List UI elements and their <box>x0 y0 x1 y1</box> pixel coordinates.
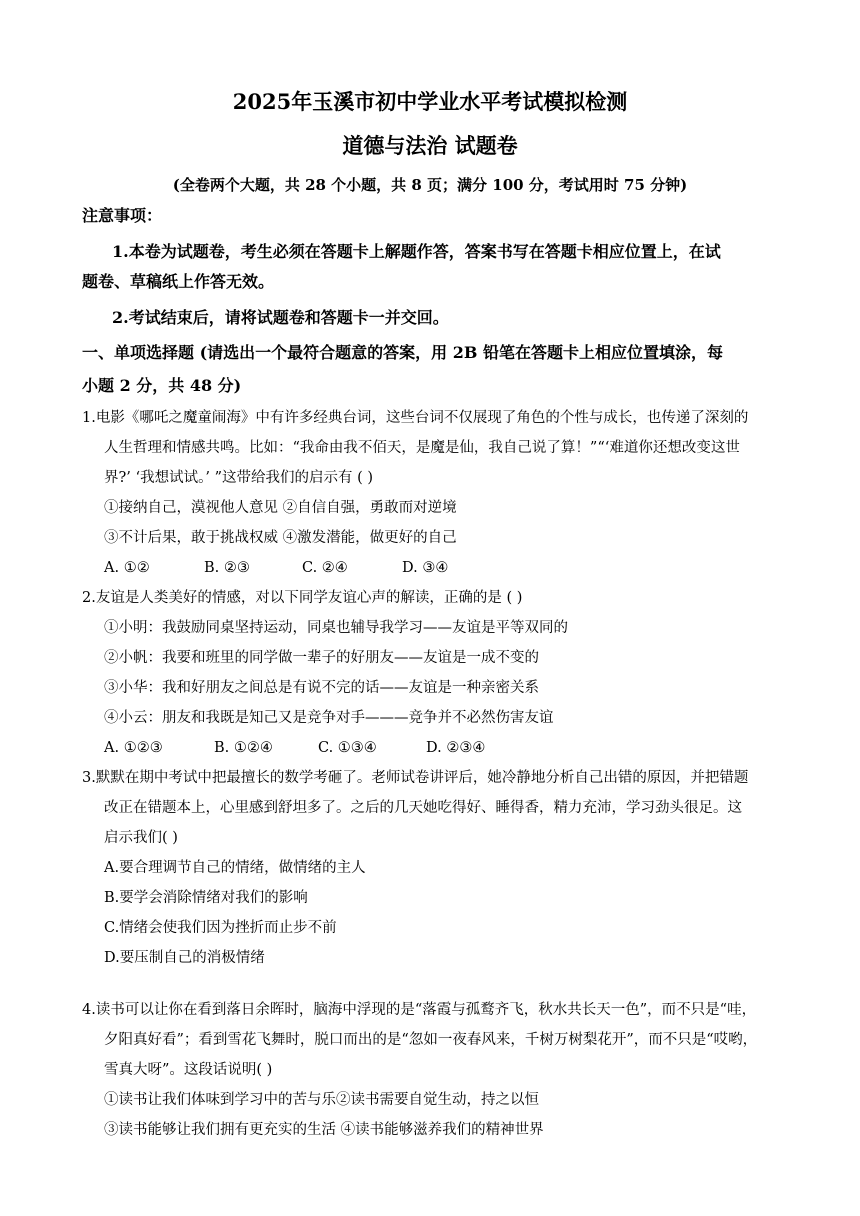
question-2-options <box>104 738 485 758</box>
question-1-options <box>104 558 448 578</box>
question-4-statement-2: ③读书能够让我们拥有更充实的生活 ④读书能够滋养我们的精神世界 <box>104 1122 544 1138</box>
question-2-option-c: C. ①③④ <box>318 740 377 756</box>
question-4-line-2: 夕阳真好看”；看到雪花飞舞时，脱口而出的是“忽如一夜春风来，千树万树梨花开”，而不只是“哎哟， <box>104 1032 758 1048</box>
question-1-line-1: 1.电影《哪吒之魔童闹海》中有许多经典台词，这些台词不仅展现了角色的个性与成长，也传递了深刻的 <box>82 410 749 426</box>
question-3-option-d: D.要压制自己的消极情绪 <box>104 950 265 966</box>
question-1-line-3: 界?’ ‘我想试试。’ ”这带给我们的启示有 ( ) <box>104 470 374 486</box>
question-2-option-d: D. ②③④ <box>426 740 486 756</box>
notes-item-1-line-1: 1.本卷为试题卷，考生必须在答题卡上解题作答，答案书写在答题卡相应位置上，在试 <box>112 242 721 261</box>
exam-info: (全卷两个大题，共 28 个小题，共 8 页；满分 100 分，考试用时 75 分钟) <box>172 176 688 194</box>
question-3-option-b: B.要学会消除情绪对我们的影响 <box>104 890 308 906</box>
question-1-option-b: B. ②③ <box>204 560 250 576</box>
question-1-option-d: D. ③④ <box>402 560 449 576</box>
question-2-option-a: A. ①②③ <box>104 740 163 756</box>
question-3-line-3: 启示我们( ) <box>104 830 178 846</box>
question-3-option-c: C.情绪会使我们因为挫折而止步不前 <box>104 920 337 936</box>
section-1-heading-line-1: 一、单项选择题 (请选出一个最符合题意的答案，用 2B 铅笔在答题卡上相应位置填涂，每 <box>82 343 723 362</box>
question-1-option-a: A. ①② <box>104 560 150 576</box>
section-1-heading-line-2: 小题 2 分，共 48 分) <box>82 376 242 395</box>
question-2-statement-2: ②小帆：我要和班里的同学做一辈子的好朋友——友谊是一成不变的 <box>104 650 539 666</box>
notes-heading: 注意事项： <box>82 206 163 225</box>
question-2-option-b: B. ①②④ <box>214 740 273 756</box>
notes-item-2: 2.考试结束后，请将试题卷和答题卡一并交回。 <box>112 308 449 327</box>
question-2-line-1: 2.友谊是人类美好的情感，对以下同学友谊心声的解读，正确的是 ( ) <box>82 590 523 606</box>
question-2-statement-1: ①小明：我鼓励同桌坚持运动，同桌也辅导我学习——友谊是平等双同的 <box>104 620 568 636</box>
question-1-statement-1: ①接纳自己，漠视他人意见 ②自信自强，勇敢而对逆境 <box>104 500 457 516</box>
question-3-option-a: A.要合理调节自己的情绪，做情绪的主人 <box>104 860 366 876</box>
exam-title: 2025年玉溪市初中学业水平考试模拟检测 <box>232 89 628 114</box>
question-1-statement-2: ③不计后果，敢于挑战权威 ④激发潜能，做更好的自己 <box>104 530 457 546</box>
question-2-statement-3: ③小华：我和好朋友之间总是有说不完的话——友谊是一种亲密关系 <box>104 680 539 696</box>
notes-item-1-line-2: 题卷、草稿纸上作答无效。 <box>82 272 275 291</box>
question-4-line-3: 雪真大呀”。这段话说明( ) <box>104 1062 273 1078</box>
question-3-line-1: 3.默默在期中考试中把最擅长的数学考砸了。老师试卷讲评后，她冷静地分析自己出错的原因，并把错题 <box>82 770 749 786</box>
question-2-statement-4: ④小云：朋友和我既是知己又是竞争对手———竞争并不必然伤害友谊 <box>104 710 554 726</box>
question-1-option-c: C. ②④ <box>302 560 348 576</box>
subject-title: 道德与法治 试题卷 <box>342 133 518 158</box>
question-4-line-1: 4.读书可以让你在看到落日余晖时，脑海中浮现的是“落霞与孤鹜齐飞，秋水共长天一色”，而不只是“哇， <box>82 1002 757 1018</box>
question-1-line-2: 人生哲理和情感共鸣。比如：“我命由我不佰天，是魔是仙，我自己说了算！”“‘难道你还想改变这世 <box>104 440 740 456</box>
question-4-statement-1: ①读书让我们体味到学习中的苦与乐②读书需要自觉生动，持之以恒 <box>104 1092 539 1108</box>
question-3-line-2: 改正在错题本上，心里感到舒坦多了。之后的几天她吃得好、睡得香，精力充沛，学习劲头很足。这 <box>104 800 742 816</box>
